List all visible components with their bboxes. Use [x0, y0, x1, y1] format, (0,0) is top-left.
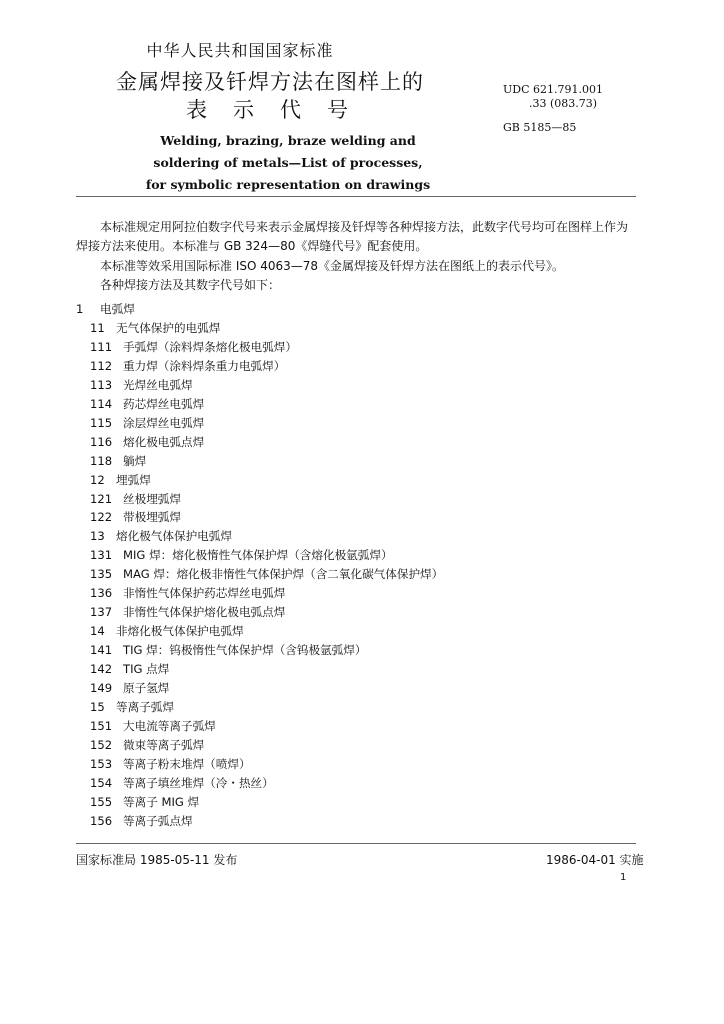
process-code: 156: [90, 813, 113, 828]
process-code: 154: [90, 775, 113, 790]
process-item: [90, 471, 151, 490]
process-label: 大电流等离子弧焊: [123, 718, 216, 733]
process-item: [90, 357, 285, 376]
intro-paragraph-2: 本标准等效采用国际标准 ISO 4063—78《金属焊接及钎焊方法在图纸上的表示代号》。: [100, 259, 565, 273]
process-label: MAG 焊：熔化极非惰性气体保护焊（含二氧化碳气体保护焊）: [123, 567, 444, 582]
process-item: [90, 546, 393, 565]
process-code: 118: [90, 453, 113, 468]
process-item: [90, 376, 193, 395]
process-label: 带极埋弧焊: [123, 510, 181, 525]
process-label: 埋弧焊: [116, 472, 151, 487]
process-item: [90, 736, 204, 755]
national-standard-heading: 中华人民共和国国家标准: [146, 41, 334, 60]
process-item: [90, 338, 297, 357]
title-en-line3: for symbolic representation on drawings: [145, 177, 431, 192]
process-code: 1: [76, 302, 84, 316]
process-item: [90, 603, 285, 622]
process-label: 等离子粉末堆焊（喷焊）: [123, 756, 251, 771]
process-code: 137: [90, 605, 113, 620]
process-item: [90, 717, 216, 736]
process-code: 14: [90, 624, 105, 639]
process-item: [90, 774, 274, 793]
process-item: [90, 660, 169, 679]
process-item: [90, 452, 146, 471]
process-label: 等离子填丝堆焊（冷・热丝）: [123, 775, 274, 790]
process-item: [90, 395, 204, 414]
process-code: 13: [90, 529, 105, 544]
process-code: 131: [90, 548, 113, 563]
intro-paragraph-3: 各种焊接方法及其数字代号如下：: [100, 278, 281, 292]
process-label: 原子氢焊: [123, 681, 170, 695]
process-item: [90, 698, 174, 717]
process-label: 光焊丝电弧焊: [123, 377, 193, 392]
process-code: 122: [90, 510, 113, 525]
process-label: 手弧焊（涂料焊条熔化极电弧焊）: [123, 339, 297, 354]
process-item: [90, 319, 220, 338]
process-code: 155: [90, 794, 113, 809]
process-item: [90, 414, 204, 433]
udc-code-line1: UDC 621.791.001: [503, 83, 603, 96]
process-label: 躺焊: [123, 453, 147, 468]
process-code: 149: [90, 681, 113, 695]
issue-date: 国家标准局 1985-05-11 发布: [76, 853, 238, 867]
title-en-line2: soldering of metals—List of processes,: [153, 155, 423, 170]
footer-divider: [76, 843, 636, 844]
process-item: [90, 433, 204, 452]
udc-code-line2: .33 (083.73): [529, 97, 598, 110]
process-label: 等离子弧点焊: [123, 813, 193, 828]
process-item: [90, 584, 285, 603]
header-divider: [76, 196, 636, 197]
process-label: 丝极埋弧焊: [123, 491, 181, 506]
process-label: 重力焊（涂料焊条重力电弧焊）: [123, 358, 286, 373]
process-item: [90, 565, 443, 584]
process-code: 113: [90, 377, 113, 392]
process-label: 涂层焊丝电弧焊: [123, 415, 205, 430]
process-label: 熔化极气体保护电弧焊: [116, 529, 232, 544]
process-code: 115: [90, 415, 113, 430]
title-cn-line1: 金属焊接及钎焊方法在图样上的: [116, 70, 424, 94]
process-label: 非熔化极气体保护电弧焊: [116, 624, 244, 639]
title-cn-line2: 表示代号: [186, 98, 374, 122]
process-item: [90, 508, 181, 527]
process-item: [90, 622, 244, 641]
process-label: TIG 焊：钨极惰性气体保护焊（含钨极氩弧焊）: [123, 643, 367, 658]
process-label: 电弧焊: [100, 302, 135, 316]
process-code: 136: [90, 586, 113, 601]
process-code: 116: [90, 434, 113, 449]
effective-date: 1986-04-01 实施: [546, 853, 644, 867]
process-item: [90, 490, 181, 509]
process-code: 114: [90, 396, 113, 411]
process-code: 112: [90, 358, 113, 373]
process-label: 非惰性气体保护熔化极电弧点焊: [123, 605, 286, 620]
process-item: [90, 641, 366, 660]
process-code: 135: [90, 567, 113, 582]
process-label: MIG 焊：熔化极惰性气体保护焊（含熔化极氩弧焊）: [123, 548, 393, 563]
process-item: [90, 679, 169, 698]
process-label: 药芯焊丝电弧焊: [123, 396, 205, 411]
process-code: 141: [90, 643, 113, 658]
process-code: 15: [90, 699, 105, 714]
process-label: 等离子 MIG 焊: [123, 794, 200, 809]
process-code: 153: [90, 756, 113, 771]
process-label: TIG 点焊: [123, 662, 170, 677]
process-code: 121: [90, 491, 113, 506]
process-label: 无气体保护的电弧焊: [116, 320, 221, 335]
process-item: [76, 300, 135, 319]
process-label: 等离子弧焊: [116, 699, 174, 714]
process-code: 11: [90, 320, 105, 335]
process-item: [90, 812, 193, 831]
intro-paragraph-1: 本标准规定用阿拉伯数字代号来表示金属焊接及钎焊等各种焊接方法，此数字代号均可在图样上作为焊接方法来使用。本标准与 GB 324—80《焊缝代号》配套使用。: [76, 220, 629, 253]
process-label: 微束等离子弧焊: [123, 737, 205, 752]
process-code: 12: [90, 472, 105, 487]
title-en-line1: Welding, brazing, braze welding and: [160, 133, 416, 148]
process-code: 111: [90, 339, 113, 354]
process-item: [90, 755, 251, 774]
process-code: 142: [90, 662, 113, 677]
process-item: [90, 793, 199, 812]
process-label: 熔化极电弧点焊: [123, 434, 205, 449]
gb-standard-number: GB 5185—85: [503, 121, 577, 134]
process-item: [90, 527, 232, 546]
process-label: 非惰性气体保护药芯焊丝电弧焊: [123, 586, 286, 601]
page-number: 1: [620, 872, 627, 883]
process-code: 152: [90, 737, 113, 752]
process-code: 151: [90, 718, 113, 733]
